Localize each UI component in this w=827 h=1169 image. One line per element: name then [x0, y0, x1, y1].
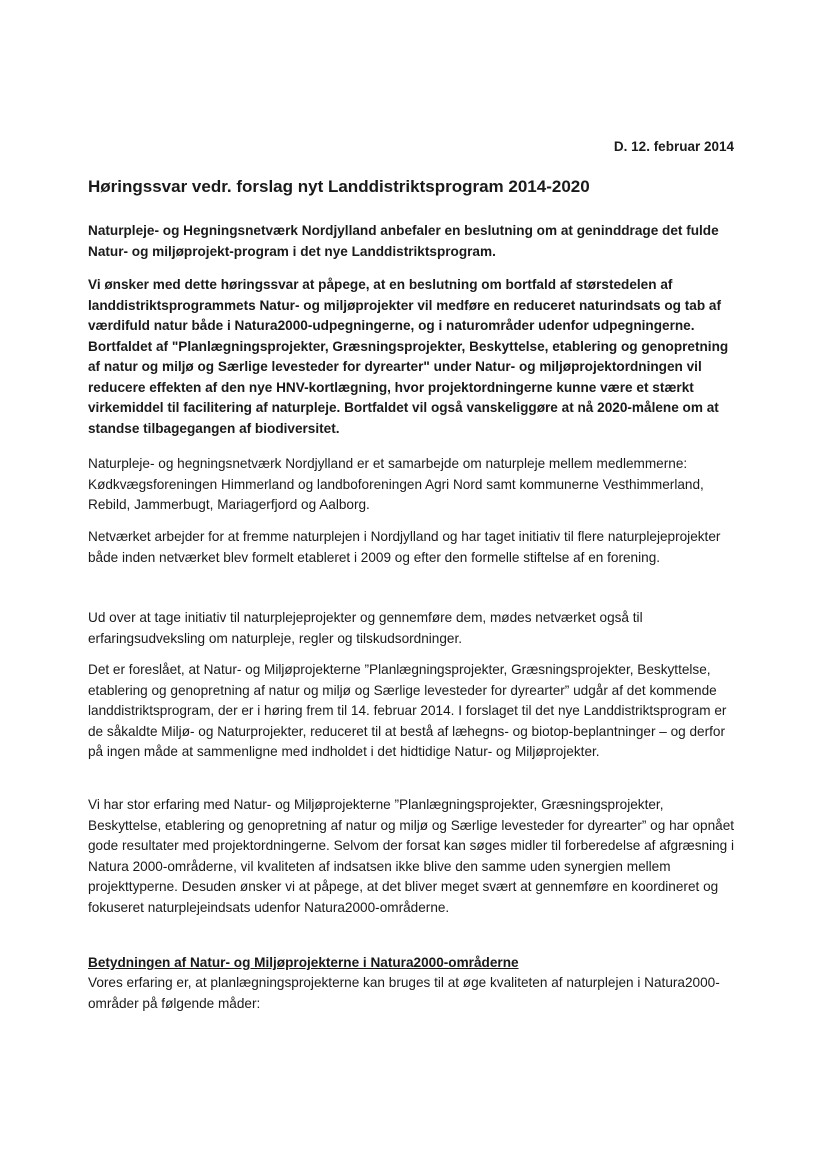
paragraph-proposal: Det er foreslået, at Natur- og Miljøprojekterne ”Planlægningsprojekter, Græsningsprojekter, Beskyttelse, etablering og genopretning af natur og miljø og Særlige levesteder for dyrearter” udgår af det kommende landdistriktsprogram, der er i høring frem til 14. februar 2014. I forslaget til det nye Landdistriktsprogram er de såkaldte Miljø- og Naturprojekter, reduceret til at bestå af læhegns- og biotop-beplantninger – og derfor på ingen måde at sammenligne med indholdet i det hidtidige Natur- og Miljøprojekter. [88, 662, 727, 759]
paragraph-network-members: Naturpleje- og hegningsnetværk Nordjylland er et samarbejde om naturpleje mellem medlemmerne: Kødkvægsforeningen Himmerland og landboforeningen Agri Nord samt kommunerne Vesthimmerland, Rebild, Jammerbugt, Mariagerfjord og Aalborg. [88, 456, 704, 512]
document-title: Høringssvar vedr. forslag nyt Landdistriktsprogram 2014-2020 [88, 177, 590, 196]
paragraph-experience-exchange: Ud over at tage initiativ til naturplejeprojekter og gennemføre dem, mødes netværket også til erfaringsudveksling om naturpleje, regler og tilskudsordninger. [88, 610, 643, 646]
paragraph-network-activities: Netværket arbejder for at fremme naturplejen i Nordjylland og har taget initiativ til flere naturplejeprojekter både inden netværket blev formelt etableret i 2009 og efter den formelle stiftelse af en forening. [88, 529, 721, 565]
section-heading: Betydningen af Natur- og Miljøprojekterne i Natura2000-områderne [88, 955, 519, 970]
paragraph-our-experience: Vi har stor erfaring med Natur- og Miljøprojekterne ”Planlægningsprojekter, Græsningsprojekter, Beskyttelse, etablering og genopretning af natur og miljø og Særlige levesteder for dyrearter” og har opnået gode resultater med projektordningerne. Selvom der forsat kan søges midler til forberedelse af afgræsning i Natura 2000-områderne, vil kvaliteten af indsatsen ikke blive den samme uden synergien mellem projekttyperne. Desuden ønsker vi at påpege, at det bliver meget svært at gennemføre en koordineret og fokuseret naturplejeindsats udenfor Natura2000-områderne. [88, 797, 735, 915]
section-paragraph: Vores erfaring er, at planlægningsprojekterne kan bruges til at øge kvaliteten af naturplejen i Natura2000-områder på følgende måder: [88, 975, 720, 1011]
paragraph-recommendation: Naturpleje- og Hegningsnetværk Nordjylland anbefaler en beslutning om at geninddrage det fulde Natur- og miljøprojekt-program i det nye Landdistriktsprogram. [88, 223, 719, 259]
paragraph-consequences: Vi ønsker med dette høringssvar at påpege, at en beslutning om bortfald af størstedelen af landdistriktsprogrammets Natur- og miljøprojekter vil medføre en reduceret naturindsats og tab af værdifuld natur både i Natura2000-udpegningerne, og i naturområder udenfor udpegningerne. Bortfaldet af "Planlægningsprojekter, Græsningsprojekter, Beskyttelse, etablering og genopretning af natur og miljø og Særlige levesteder for dyrearter" under Natur- og miljøprojektordningen vil reducere effekten af den nye HNV-kortlægning, hvor projektordningerne kunne være et stærkt virkemiddel til facilitering af naturpleje. Bortfaldet vil også vanskeliggøre at nå 2020-målene om at standse tilbagegangen af biodiversitet. [88, 277, 729, 436]
document-date: D. 12. februar 2014 [613, 139, 734, 154]
